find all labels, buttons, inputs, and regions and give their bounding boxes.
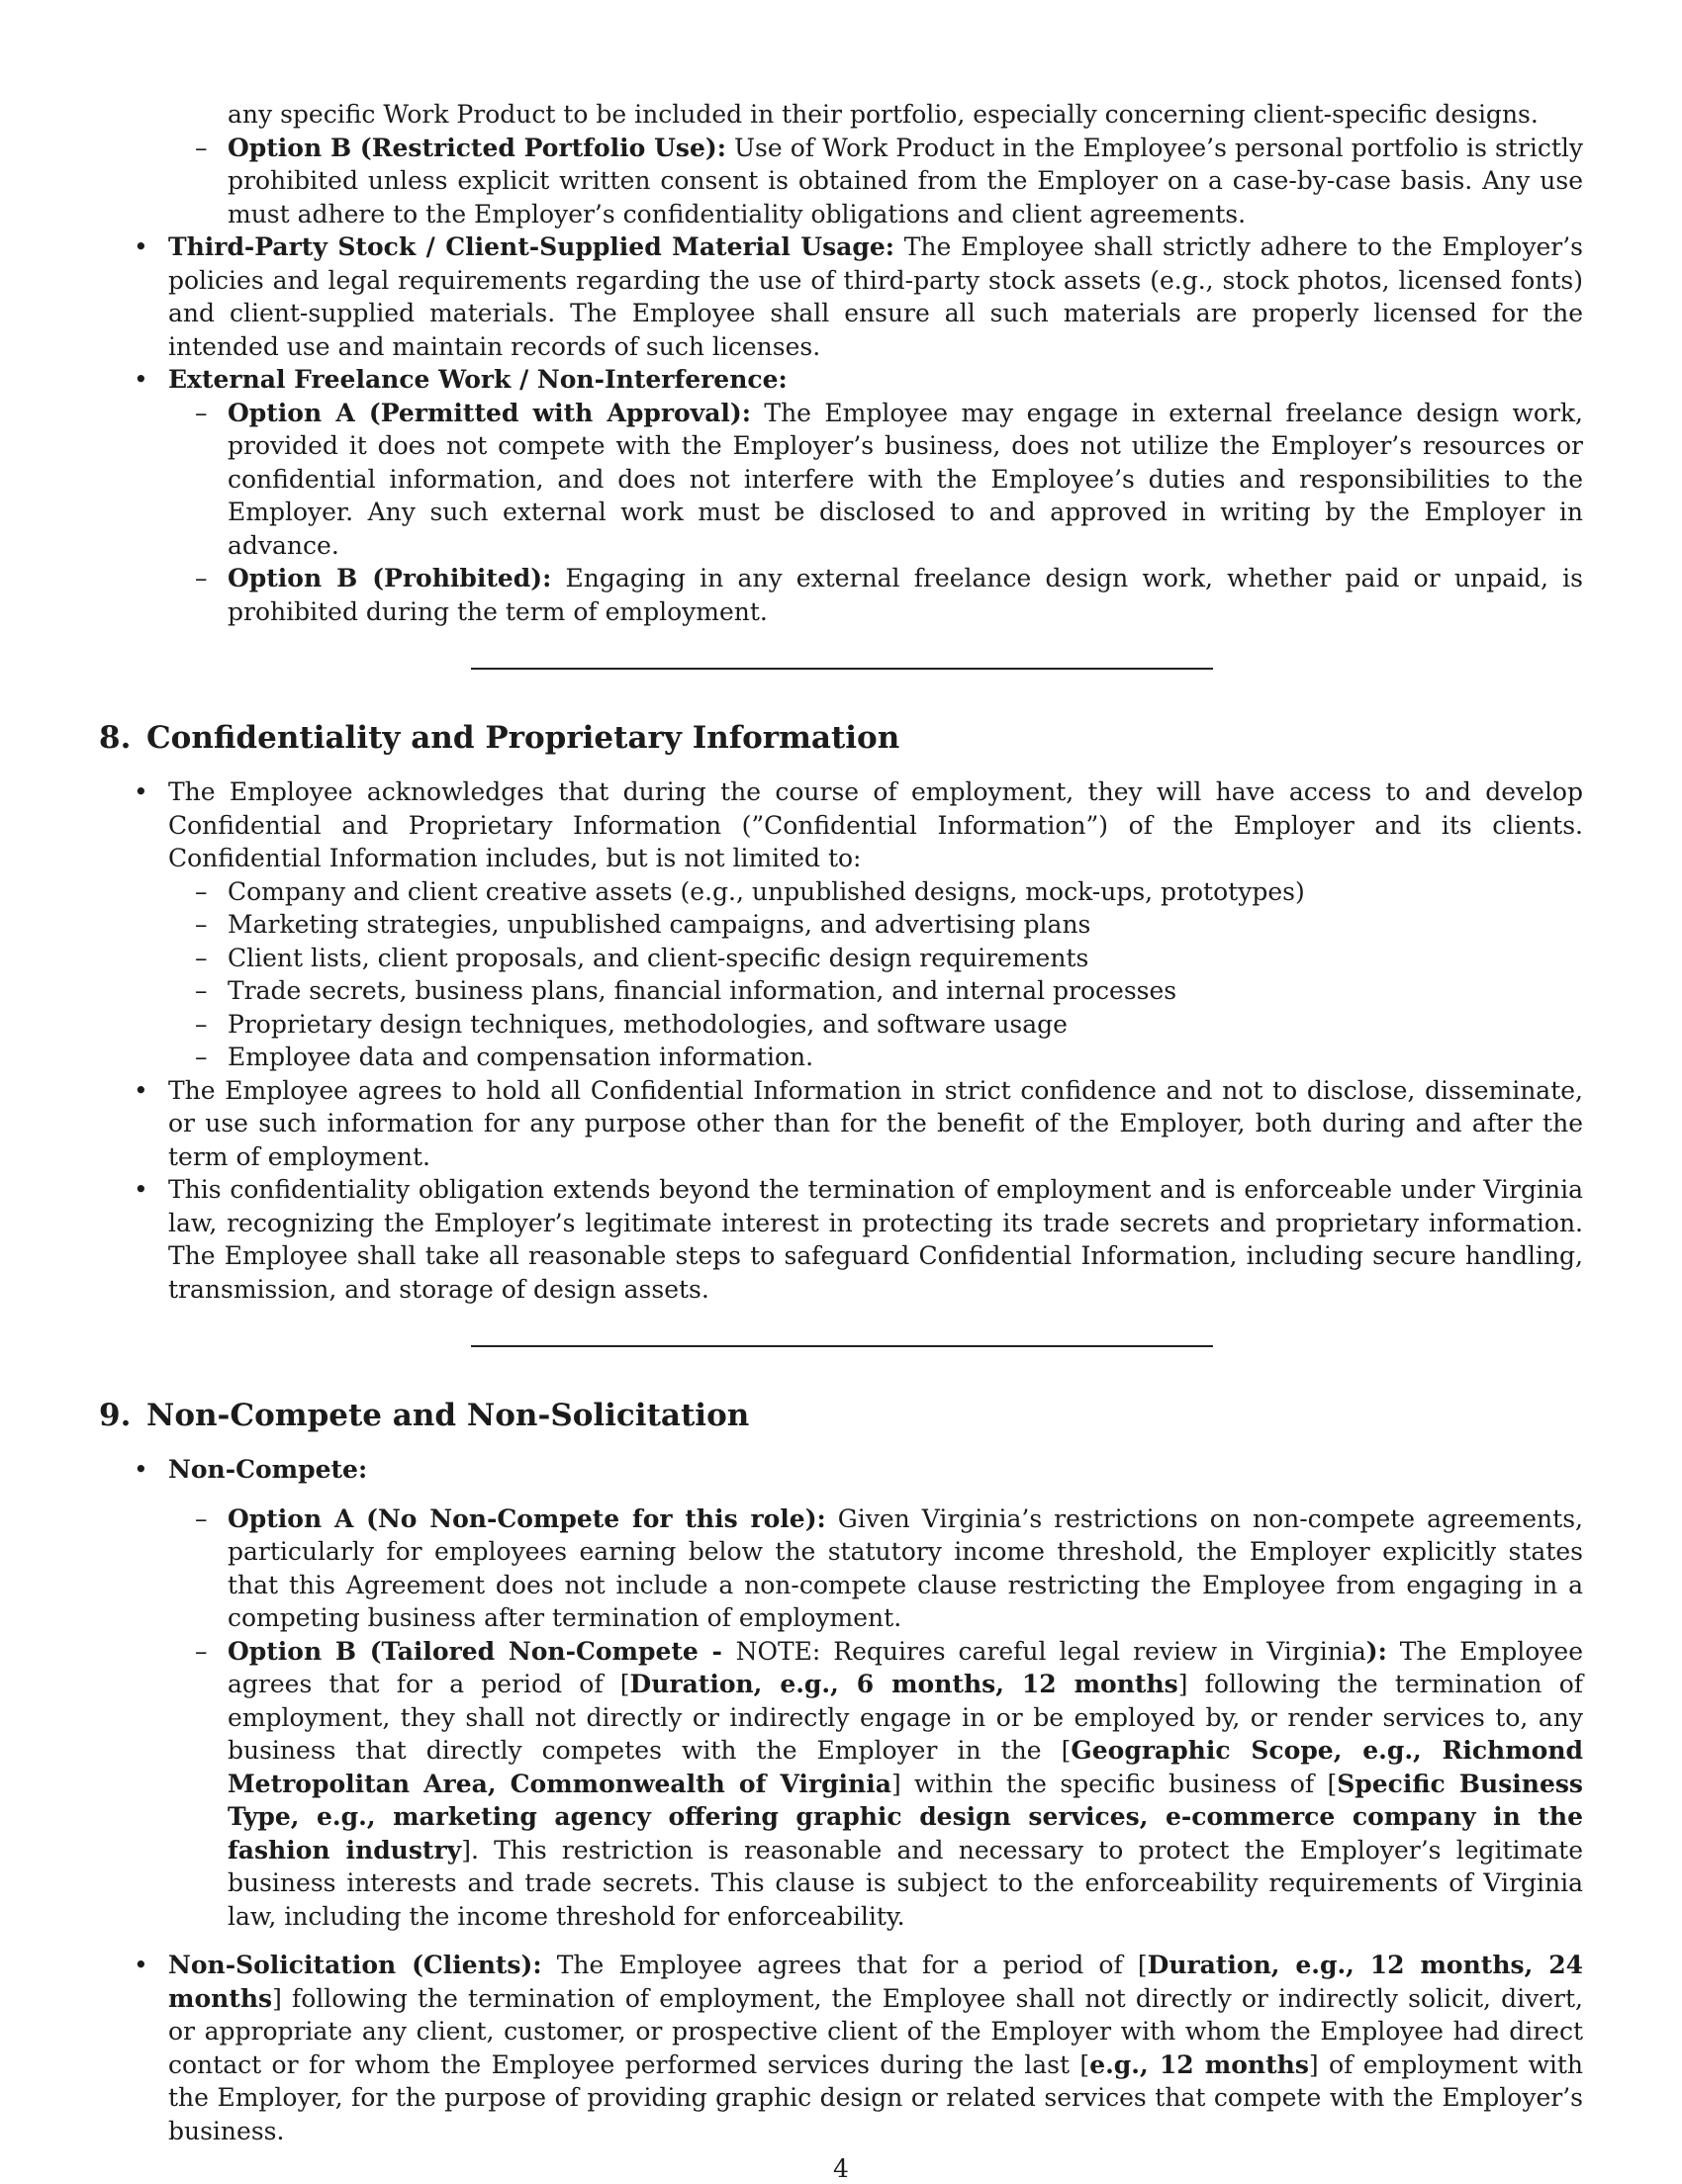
portfolio-options <box>99 132 1583 231</box>
section-9-list <box>99 1453 1583 1487</box>
list-item: – Company and client creative assets (e.g., unpublished designs, mock-ups, prototypes) <box>99 875 1583 909</box>
hold-in-confidence-item: • The Employee agrees to hold all Confidential Information in strict confidence and not to disclose, disseminate, or use such information for any purpose other than for the benefit of the Employer, both during and after the term of employment. <box>99 1074 1583 1174</box>
non-solicitation-item: • Non-Solicitation (Clients): The Employee agrees that for a period of [Duration, e.g., 12 months, 24 months] following the termination of employment, the Employee shall not directly or indirectly solicit, divert, or appropriate any client, customer, or prospective client of the Employer with whom the Employee had direct contact or for whom the Employee performed services during the last [e.g., 12 months] of employment with the Employer, for the purpose of providing graphic design or related services that compete with the Employer’s business. <box>99 1949 1583 2147</box>
section-8-heading: 8. Confidentiality and Proprietary Information <box>99 720 900 756</box>
confidential-intro: • The Employee acknowledges that during the course of employment, they will have access to and develop Confidential and Proprietary Information (”Confidential Information”) of the Employer and its clients. Confidential Information includes, but is not limited to: <box>99 775 1583 875</box>
non-compete-option-a: – Option A (No Non-Compete for this role): Given Virginia’s restrictions on non-compete agreements, particularly for employees earning below the statutory income threshold, the Employer explicitly states that this Agreement does not include a non-compete clause restricting the Employee from engaging in a competing business after termination of employment. <box>99 1502 1583 1635</box>
section-divider <box>471 668 1213 670</box>
non-compete-options <box>99 1502 1583 1934</box>
section-9-heading: 9. Non-Compete and Non-Solicitation <box>99 1398 750 1433</box>
freelance-item: • External Freelance Work / Non-Interference: <box>99 363 1583 397</box>
section-divider <box>471 1345 1213 1347</box>
non-compete-item: • Non-Compete: <box>99 1453 1583 1487</box>
list-item: – Marketing strategies, unpublished campaigns, and advertising plans <box>99 908 1583 942</box>
list-item: – Proprietary design techniques, methodologies, and software usage <box>99 1008 1583 1042</box>
freelance-option-b: – Option B (Prohibited): Engaging in any external freelance design work, whether paid or unpaid, is prohibited during the term of employment. <box>99 562 1583 628</box>
freelance-option-a: – Option A (Permitted with Approval): The Employee may engage in external freelance design work, provided it does not compete with the Employer’s business, does not utilize the Employer’s resources or confidential information, and does not interfere with the Employee’s duties and responsibilities to the Employer. Any such external work must be disclosed to and approved in writing by the Employer in advance. <box>99 397 1583 563</box>
section-8-list <box>99 775 1583 875</box>
option-b-restricted-portfolio: – Option B (Restricted Portfolio Use): Use of Work Product in the Employee’s personal portfolio is strictly prohibited unless explicit written consent is obtained from the Employer on a case-by-case basis. Any use must adhere to the Employer’s confidentiality obligations and client agreements. <box>99 132 1583 231</box>
page-number: 4 <box>833 2154 849 2183</box>
stock-material-item: • Third-Party Stock / Client-Supplied Material Usage: The Employee shall strictly adhere to the Employer’s policies and legal requirements regarding the use of third-party stock assets (e.g., stock photos, licensed fonts) and client-supplied materials. The Employee shall ensure all such materials are properly licensed for the intended use and maintain records of such licenses. <box>99 230 1583 363</box>
list-item: – Employee data and compensation information. <box>99 1041 1583 1074</box>
non-solicitation-list <box>99 1949 1583 2147</box>
list-item: – Trade secrets, business plans, financial information, and internal processes <box>99 974 1583 1008</box>
portfolio-continuation: any specific Work Product to be included in their portfolio, especially concerning client-specific designs. <box>228 100 1539 129</box>
obligation-extends-item: • This confidentiality obligation extends beyond the termination of employment and is enforceable under Virginia law, recognizing the Employer’s legitimate interest in protecting its trade secrets and proprietary information. The Employee shall take all reasonable steps to safeguard Confidential Information, including secure handling, transmission, and storage of design assets. <box>99 1173 1583 1306</box>
non-compete-option-b: – Option B (Tailored Non-Compete - NOTE: Requires careful legal review in Virginia): The Employee agrees that for a period of [Duration, e.g., 6 months, 12 months] following the termination of employment, they shall not directly or indirectly engage in or be employed by, or render services to, any business that directly competes with the Employer in the [Geographic Scope, e.g., Richmond Metropolitan Area, Commonwealth of Virginia] within the specific business of [Specific Business Type, e.g., marketing agency offering graphic design services, e-commerce company in the fashion industry]. This restriction is reasonable and necessary to protect the Employer’s legitimate business interests and trade secrets. This clause is subject to the enforceability requirements of Virginia law, including the income threshold for enforceability. <box>99 1635 1583 1934</box>
page-content <box>99 98 1583 2147</box>
freelance-options <box>99 397 1583 629</box>
section-8-obligations <box>99 1074 1583 1307</box>
confidential-info-types <box>99 875 1583 1074</box>
section7-list <box>99 230 1583 397</box>
list-item: – Client lists, client proposals, and client-specific design requirements <box>99 942 1583 975</box>
